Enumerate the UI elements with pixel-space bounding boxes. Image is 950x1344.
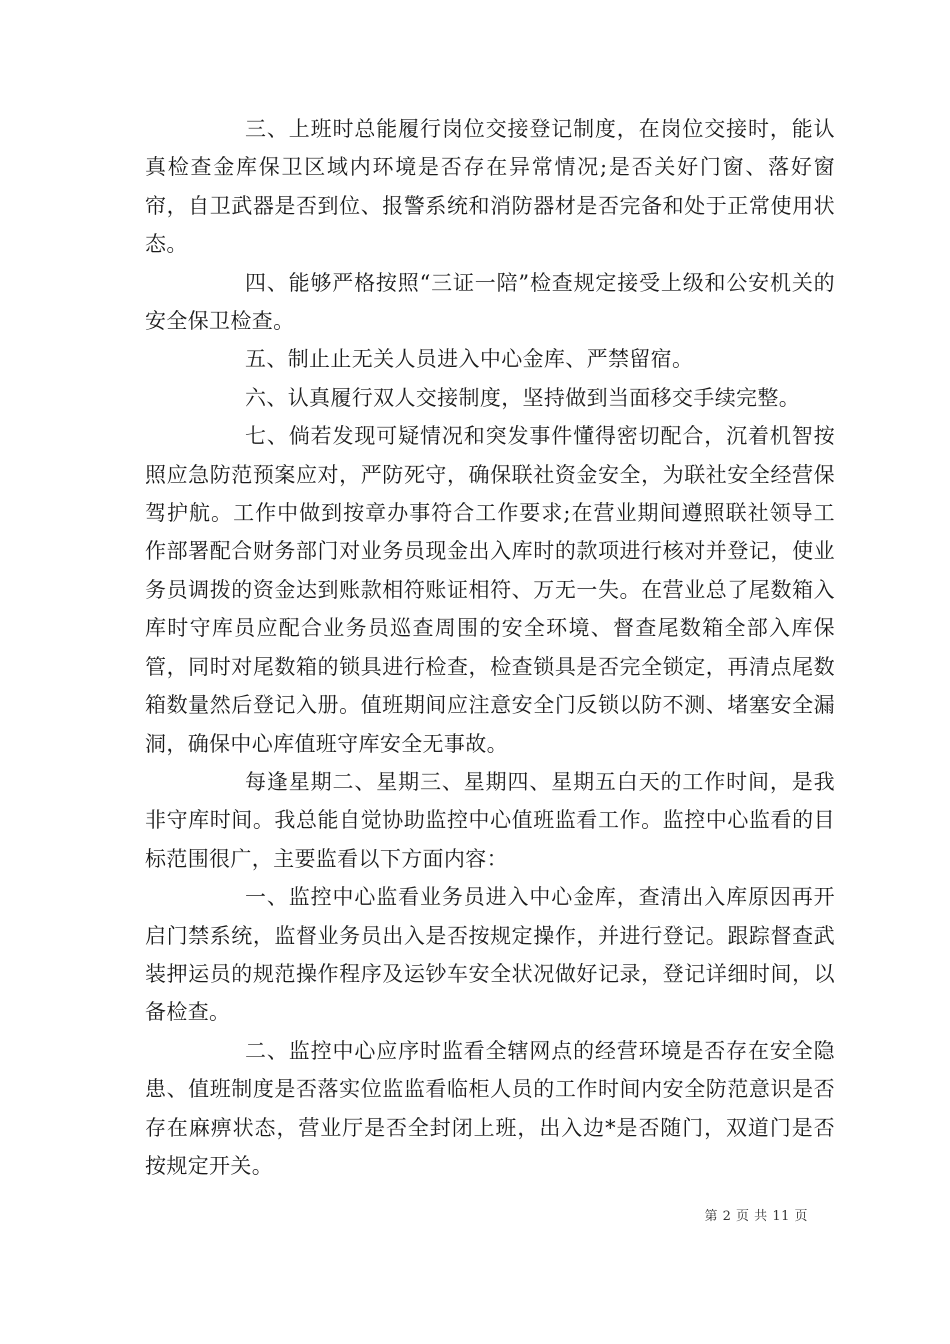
paragraph-item-6: 六、认真履行双人交接制度，坚持做到当面移交手续完整。: [245, 385, 801, 410]
paragraph-item-7: 七、倘若发现可疑情况和突发事件懂得密切配合，沉着机智按照应急防范预案应对，严防死守，确保联社资金安全，为联社安全经营保驾护航。工作中做到按章办事符合工作要求;在营业期间遵照联社领导工作部署配合财务部门对业务员现金出入库时的款项进行核对并登记，使业务员调拨的资金达到账款相符账证相符、万无一失。在营业总了尾数箱入库时守库员应配合业务员巡查周围的安全环境、督查尾数箱全部入库保管，同时对尾数箱的锁具进行检查，检查锁具是否完全锁定，再清点尾数箱数量然后登记入册。值班期间应注意安全门反锁以防不测、堵塞安全漏洞，确保中心库值班守库安全无事故。: [145, 424, 835, 756]
paragraph-item-4: 四、能够严格按照“三证一陪”检查规定接受上级和公安机关的安全保卫检查。: [145, 270, 835, 334]
paragraph-non-duty-time: 每逢星期二、星期三、星期四、星期五白天的工作时间，是我非守库时间。我总能自觉协助监控中心值班监看工作。监控中心监看的目标范围很广，主要监看以下方面内容：: [145, 769, 835, 871]
paragraph-monitor-2: 二、监控中心应序时监看全辖网点的经营环境是否存在安全隐患、值班制度是否落实位监监看临柜人员的工作时间内安全防范意识是否存在麻痹状态，营业厅是否全封闭上班，出入边*是否随门，双道门是否按规定开关。: [145, 1038, 835, 1178]
paragraph-monitor-1: 一、监控中心监看业务员进入中心金库，查清出入库原因再开启门禁系统，监督业务员出入是否按规定操作，并进行登记。跟踪督查武装押运员的规范操作程序及运钞车安全状况做好记录，登记详细时间，以备检查。: [145, 885, 835, 1025]
document-body: [145, 110, 835, 1185]
paragraph-item-5: 五、制止止无关人员进入中心金库、严禁留宿。: [245, 347, 694, 372]
paragraph-item-3: 三、上班时总能履行岗位交接登记制度，在岗位交接时，能认真检查金库保卫区域内环境是否存在异常情况;是否关好门窗、落好窗帘，自卫武器是否到位、报警系统和消防器材是否完备和处于正常使用状态。: [145, 117, 835, 257]
page-number-footer: 第 2 页 共 11 页: [704, 1209, 808, 1224]
